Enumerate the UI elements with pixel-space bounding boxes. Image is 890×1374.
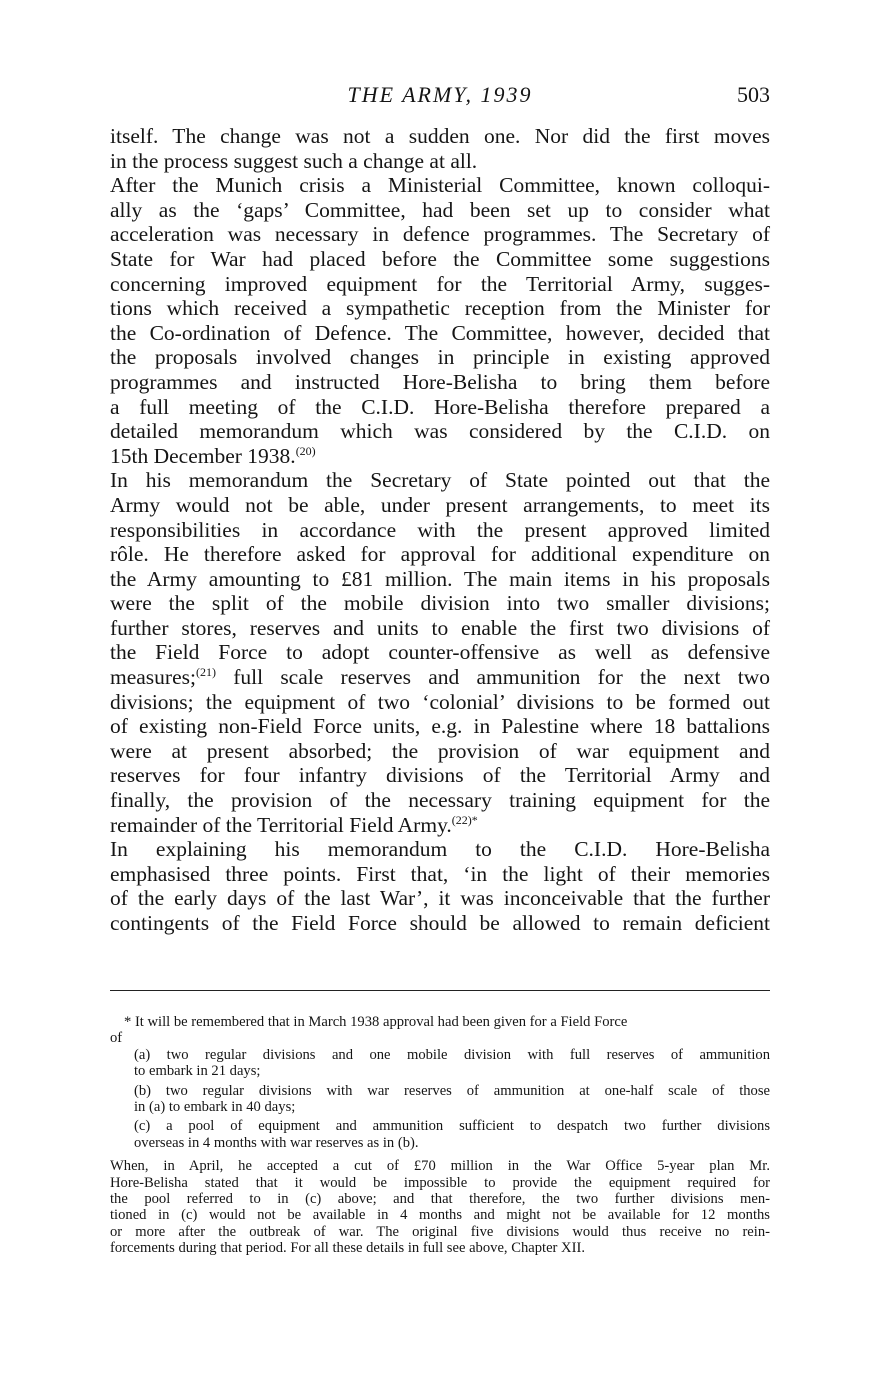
text-line: [110, 813, 770, 838]
text-line: [110, 665, 770, 690]
footnote-item: [110, 1047, 770, 1080]
line-text: were the split of the mobile division into two smaller divisions;: [110, 591, 770, 616]
footnote-reference: (21): [195, 665, 216, 680]
text-line: [110, 837, 770, 862]
line-text: the Co-ordination of Defence. The Committee, however, decided that: [110, 320, 770, 345]
line-text: the Field Force to adopt counter-offensive as well as defensive: [110, 640, 770, 665]
line-text: concerning improved equipment for the Territorial Army, sugges-: [110, 271, 770, 296]
footnote-line: to embark in 21 days;: [134, 1063, 261, 1080]
text-line: [110, 886, 770, 911]
paragraph: [110, 124, 770, 173]
paragraph: [110, 468, 770, 837]
text-line: [110, 419, 770, 444]
text-line: [110, 444, 770, 469]
line-text: In his memorandum the Secretary of State pointed out that the: [110, 468, 770, 493]
line-text: a full meeting of the C.I.D. Hore-Belisha therefore prepared a: [110, 394, 770, 419]
text-line: [110, 345, 770, 370]
line-text: detailed memorandum which was considered by the C.I.D. on: [110, 419, 770, 444]
footnote-line: (a) two regular divisions and one mobile division with full reserves of ammunition: [134, 1046, 770, 1063]
footnote-line: (b) two regular divisions with war reserves of ammunition at one-half scale of those: [134, 1082, 770, 1099]
line-text: measures;: [110, 665, 196, 690]
footnote-line: tioned in (c) would not be available in 4 months and might not be available for 12 months: [110, 1207, 770, 1224]
footnote-line: * It will be remembered that in March 1938 approval had been given for a Field Force: [124, 1014, 628, 1030]
text-line: [110, 296, 770, 321]
footnote-line: Hore-Belisha stated that it would be impossible to provide the equipment required for: [110, 1174, 770, 1191]
footnote-line: of: [110, 1030, 123, 1047]
line-text: further stores, reserves and units to enable the first two divisions of: [110, 615, 770, 640]
line-text: full scale reserves and ammunition for the next two: [215, 665, 770, 690]
footnote-line: overseas in 4 months with war reserves as in (b).: [134, 1134, 419, 1151]
text-line: [110, 468, 770, 493]
text-line: [110, 567, 770, 592]
text-line: [110, 739, 770, 764]
line-text: contingents of the Field Force should be allowed to remain deficient: [110, 911, 770, 935]
footnote-item: [110, 1118, 770, 1151]
line-text: acceleration was necessary in defence programmes. The Secretary of: [110, 222, 770, 247]
text-line: [110, 198, 770, 223]
text-line: [110, 862, 770, 887]
line-text: of existing non-Field Force units, e.g. in Palestine where 18 battalions: [110, 714, 770, 739]
footnote-line: When, in April, he accepted a cut of £70 million in the War Office 5-year plan Mr.: [110, 1158, 770, 1175]
line-text: responsibilities in accordance with the present approved limited: [110, 517, 770, 542]
text-line: [110, 518, 770, 543]
line-text: in the process suggest such a change at all.: [110, 148, 478, 173]
line-text: ally as the ‘gaps’ Committee, had been set up to consider what: [110, 197, 770, 222]
line-text: itself. The change was not a sudden one. Nor did the first moves: [110, 124, 770, 148]
footnote-line: in (a) to embark in 40 days;: [134, 1099, 296, 1116]
line-text: State for War had placed before the Committee some suggestions: [110, 246, 770, 271]
text-line: [110, 690, 770, 715]
footnote-line: or more after the outbreak of war. The original five divisions would thus receive no rein-: [110, 1223, 770, 1240]
line-text: After the Munich crisis a Ministerial Committee, known colloqui-: [110, 173, 770, 198]
line-text: remainder of the Territorial Field Army.: [110, 812, 452, 837]
text-line: [110, 493, 770, 518]
line-text: divisions; the equipment of two ‘colonial’ divisions to be formed out: [110, 689, 770, 714]
text-line: [110, 321, 770, 346]
line-text: emphasised three points. First that, ‘in the light of their memories: [110, 861, 770, 886]
footnote-reference: (20): [295, 443, 316, 458]
text-line: [110, 640, 770, 665]
footnote: [110, 1014, 770, 1257]
text-line: [110, 173, 770, 198]
main-text: [110, 124, 770, 936]
text-line: [110, 714, 770, 739]
text-line: [110, 124, 770, 149]
text-line: [110, 591, 770, 616]
line-text: the Army amounting to £81 million. The main items in his proposals: [110, 566, 770, 591]
line-text: 15th December 1938.: [110, 443, 296, 468]
text-line: [110, 911, 770, 936]
text-line: [110, 542, 770, 567]
running-header: [110, 82, 770, 110]
text-line: [110, 616, 770, 641]
text-line: [110, 370, 770, 395]
text-line: [110, 149, 770, 174]
line-text: the proposals involved changes in principle in existing approved: [110, 345, 770, 370]
footnote-reference: (22)*: [451, 812, 478, 827]
line-text: In explaining his memorandum to the C.I.D. Hore-Belisha: [110, 837, 770, 862]
paragraph: [110, 173, 770, 468]
line-text: reserves for four infantry divisions of the Territorial Army and: [110, 763, 770, 788]
footnote-line: (c) a pool of equipment and ammunition sufficient to despatch two further divisions: [134, 1118, 770, 1135]
paragraph: [110, 837, 770, 935]
line-text: Army would not be able, under present arrangements, to meet its: [110, 492, 770, 517]
text-line: [110, 395, 770, 420]
running-title: THE ARMY, 1939: [347, 82, 533, 107]
line-text: of the early days of the last War’, it was inconceivable that the further: [110, 886, 770, 911]
line-text: rôle. He therefore asked for approval for additional expenditure on: [110, 542, 770, 567]
line-text: programmes and instructed Hore-Belisha to bring them before: [110, 369, 770, 394]
footnote-rule: [110, 990, 770, 991]
page-number: 503: [737, 82, 770, 107]
line-text: were at present absorbed; the provision of war equipment and: [110, 738, 770, 763]
text-line: [110, 788, 770, 813]
line-text: tions which received a sympathetic reception from the Minister for: [110, 296, 770, 321]
footnote-line: the pool referred to in (c) above; and that therefore, the two further divisions men-: [110, 1191, 770, 1208]
footnote-line: forcements during that period. For all these details in full see above, Chapter XII.: [110, 1240, 585, 1257]
footnote-item: [110, 1083, 770, 1116]
text-line: [110, 763, 770, 788]
line-text: finally, the provision of the necessary training equipment for the: [110, 788, 770, 813]
text-line: [110, 247, 770, 272]
text-line: [110, 222, 770, 247]
text-line: [110, 272, 770, 297]
